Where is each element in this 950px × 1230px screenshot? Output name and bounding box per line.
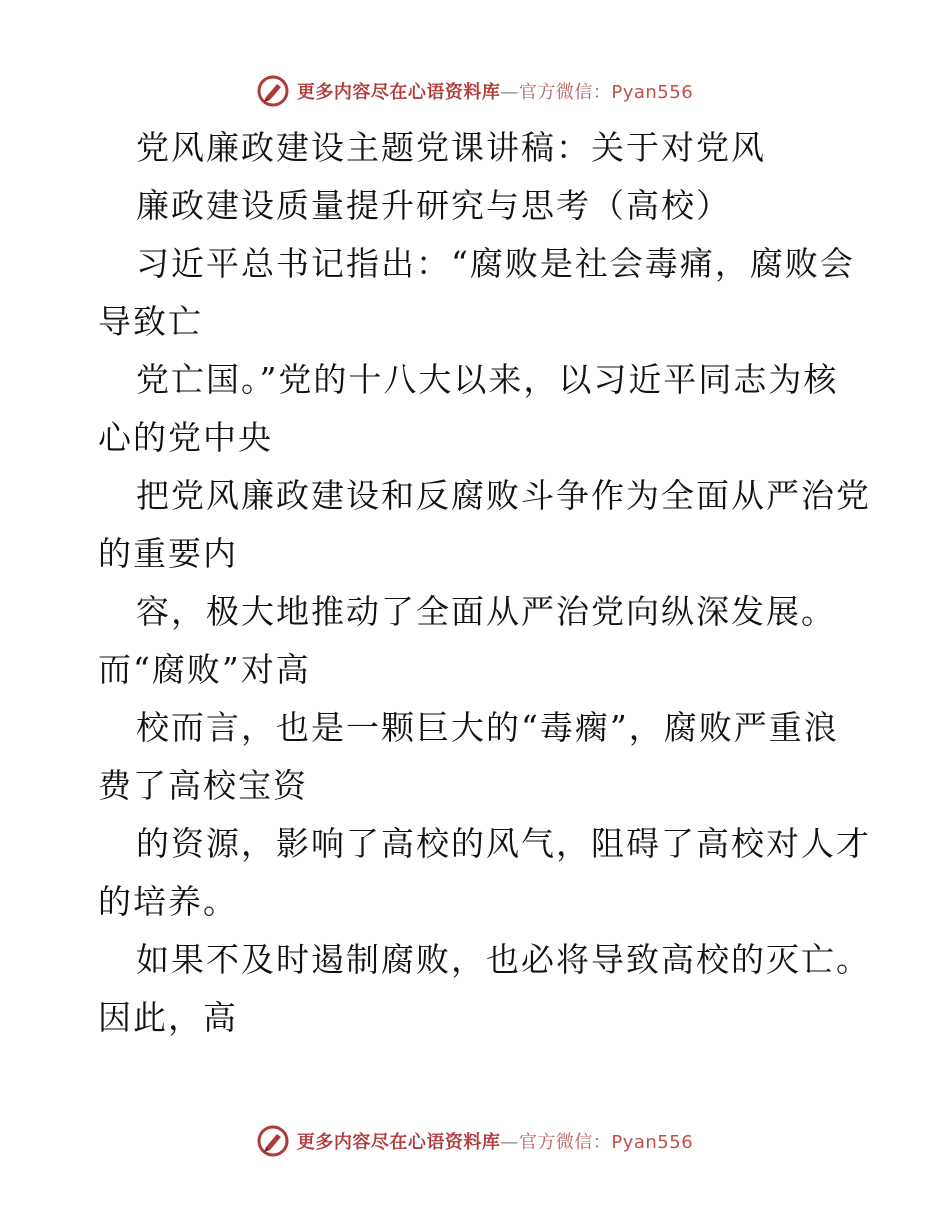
paragraph-line: 费了高校宝资	[98, 766, 308, 805]
paragraph-line: 因此，高	[98, 998, 238, 1037]
paragraph-line: 的资源，影响了高校的风气，阻碍了高校对人才	[136, 824, 871, 863]
paragraph-line: 把党风廉政建设和反腐败斗争作为全面从严治党	[136, 476, 871, 515]
watermark-sub: 官方微信：	[518, 82, 612, 103]
paragraph-line: 心的党中央	[98, 418, 273, 457]
title-line-2: 廉政建设质量提升研究与思考（高校）	[136, 186, 731, 225]
watermark-main: 更多内容尽在心语资料库	[296, 1132, 501, 1153]
paragraph-line: 党亡国。”党的十八大以来，以习近平同志为核	[136, 360, 839, 399]
watermark-separator: —	[500, 82, 519, 103]
paragraph-line: 导致亡	[98, 302, 203, 341]
watermark-text	[297, 1128, 693, 1154]
paragraph-line: 习近平总书记指出：“腐败是社会毒痛，腐败会	[136, 244, 855, 283]
pen-logo-icon	[257, 1125, 289, 1157]
paragraph-line: 的重要内	[98, 534, 238, 573]
watermark-main: 更多内容尽在心语资料库	[296, 82, 501, 103]
paragraph-line: 如果不及时遏制腐败，也必将导致高校的灭亡。	[136, 940, 871, 979]
header-watermark	[0, 71, 950, 111]
paragraph-line: 校而言，也是一颗巨大的“毒瘸”，腐败严重浪	[136, 708, 839, 747]
watermark-id: Pyan556	[611, 1132, 694, 1153]
pen-logo-icon	[257, 75, 289, 107]
watermark-sub: 官方微信：	[518, 1132, 612, 1153]
paragraph-line: 容，极大地推动了全面从严治党向纵深发展。	[136, 592, 836, 631]
title-line-1: 党风廉政建设主题党课讲稿：关于对党风	[136, 128, 766, 167]
paragraph-line: 而“腐败”对高	[98, 650, 311, 689]
footer-watermark	[0, 1121, 950, 1161]
watermark-id: Pyan556	[611, 82, 694, 103]
watermark-text	[297, 78, 693, 104]
paragraph-line: 的培养。	[98, 882, 238, 921]
watermark-separator: —	[500, 1132, 519, 1153]
